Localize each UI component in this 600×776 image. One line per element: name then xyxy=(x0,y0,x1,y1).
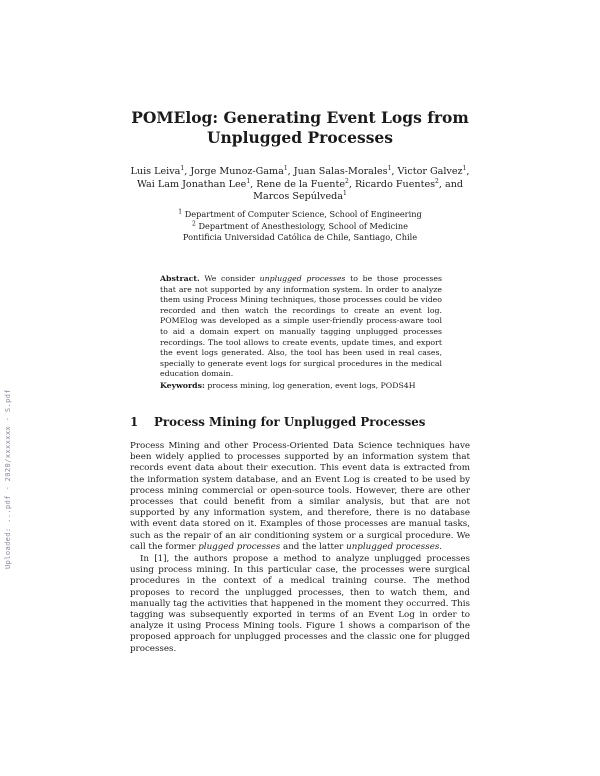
section-number: 1 xyxy=(130,415,139,429)
abstract-label: Abstract. xyxy=(160,274,200,283)
paragraph-2: In [1], the authors propose a method to analyze unplugged processes using process mining. In this particular case, the processes were surgical procedures in the context of a medical training course. The method proposes to record the unplugged processes, then to watch them, and manually tag the activities that happened in the moment they occurred. This tagging was subsequently exported in terms of an Event Log in order to analyze it using Process Mining tools. Figure 1 shows a comparison of the proposed approach for unplugged processes and the classic one for plugged processes. xyxy=(130,554,470,654)
title-line-2: Unplugged Processes xyxy=(206,128,394,147)
author-list: Luis Leiva$^1$, Jorge Munoz-Gama$^1$, Juan Salas-Morales$^1$, Victor Galvez$^1$, Wai Lam Jonathan Lee$^1$, Rene de la Fuente$^2$, Ricardo Fuentes$^2$, and Marcos Sepúlveda$^1$ xyxy=(130,164,470,203)
keywords-text: process mining, log generation, event logs, PODS4H xyxy=(207,381,416,390)
paragraph-1: Process Mining and other Process-Oriented Data Science techniques have been widely applied to processes supported by an information system that records event data about their execution. This event data is extracted from the information system database, and an Event Log is created to be used by process mining commercial or open-source tools. However, there are other processes that could benefit from a similar analysis, but that are not supported by any information system, and therefore, there is no database with event data stored on it. Examples of those processes are manual tasks, such as the repair of an air conditioning system or a surgical procedure. We call the former plugged processes and the latter unplugged processes. xyxy=(130,441,470,552)
author: Wai Lam Jonathan Lee$^1$ xyxy=(136,177,251,190)
author: Rene de la Fuente$^2$ xyxy=(256,177,349,190)
affiliation-3: Pontificia Universidad Católica de Chile, Santiago, Chile xyxy=(182,232,418,242)
affiliations xyxy=(140,209,460,244)
affiliation-1: $^1$ Department of Computer Science, School of Engineering xyxy=(178,208,422,219)
keywords xyxy=(160,381,442,392)
section-title: Process Mining for Unplugged Processes xyxy=(154,415,426,429)
author: Marcos Sepúlveda$^1$ xyxy=(253,190,347,203)
author: Ricardo Fuentes$^2$ xyxy=(354,177,439,190)
author: Victor Galvez$^1$ xyxy=(397,164,467,177)
title-line-1: POMElog: Generating Event Logs from xyxy=(131,108,469,127)
author: Jorge Munoz-Gama$^1$ xyxy=(190,164,288,177)
affiliation-2: $^2$ Department of Anesthesiology, School of Medicine xyxy=(192,219,408,231)
arxiv-side-stamp: Uploaded: ...pdf - 2020/xxxxxxx - S.pdf xyxy=(4,389,12,569)
author: Juan Salas-Morales$^1$ xyxy=(293,164,392,177)
paper-title xyxy=(100,108,500,148)
author: Luis Leiva$^1$ xyxy=(130,164,185,177)
abstract: Abstract. We consider unplugged processes to be those processes that are not supported by any information system. In order to analyze them using Process Mining techniques, those processes could be video recorded and then watch the recordings to create an event log. POMElog was developed as a simple user-friendly process-aware tool to aid a domain expert on manually tagging unplugged processes recordings. The tool allows to create events, update times, and export the event logs generated. Also, the tool has been used in real cases, specially to generate event logs for surgical procedures in the medical education domain. xyxy=(160,274,442,379)
keywords-label: Keywords: xyxy=(160,381,205,390)
section-heading xyxy=(130,415,470,429)
